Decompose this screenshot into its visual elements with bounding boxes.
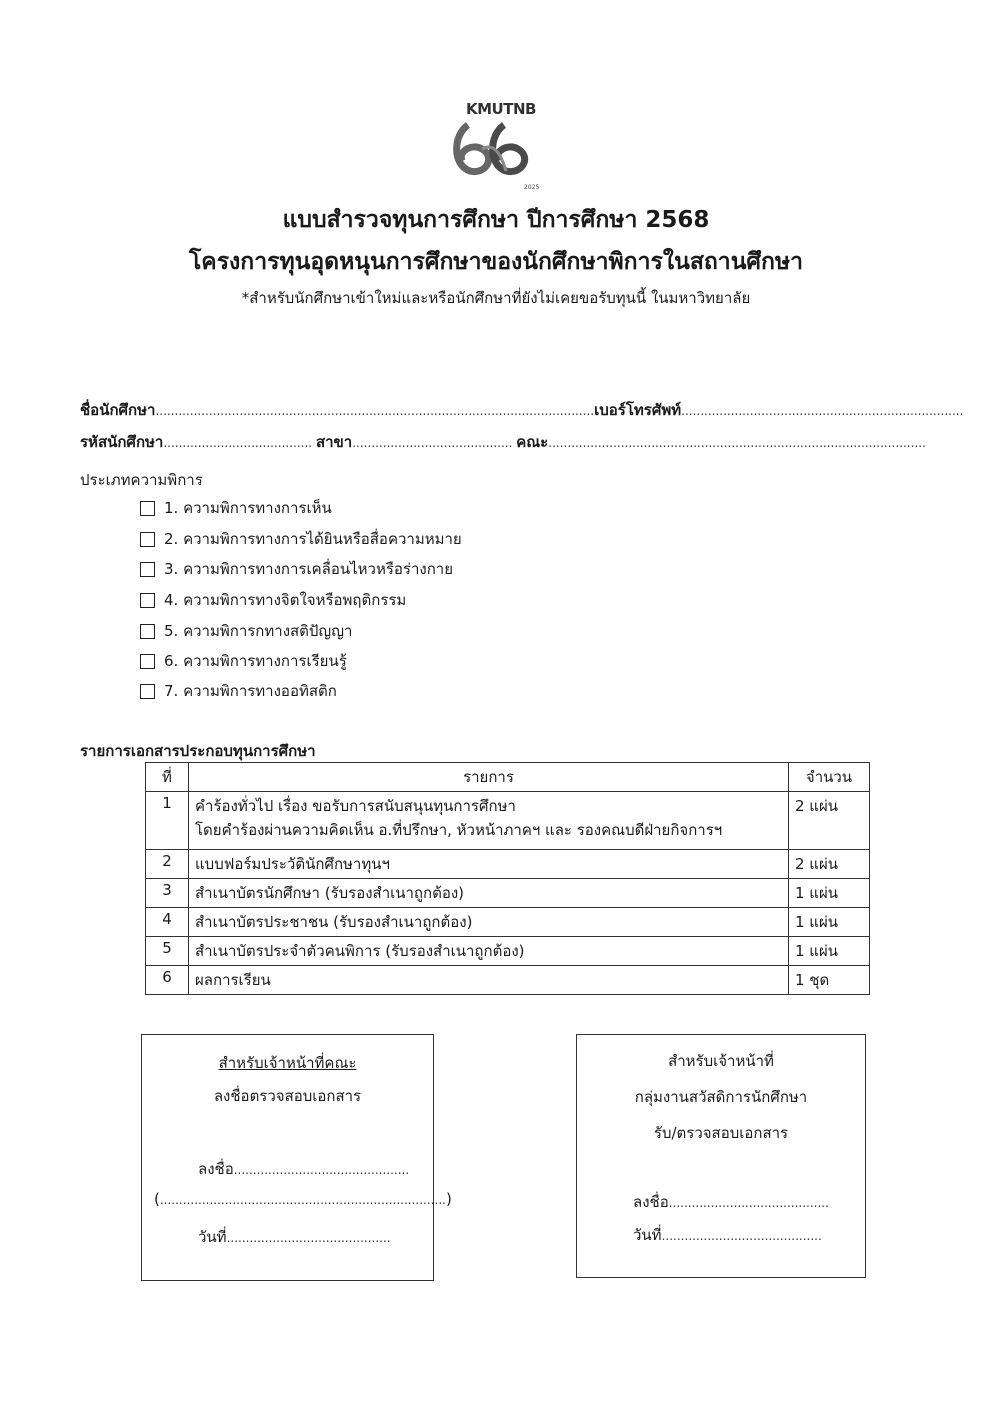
eligibility-note: *สำหรับนักศึกษาเข้าใหม่และหรือนักศึกษาที่ยังไม่เคยขอรับทุนนี้ ในมหาวิทยาลัย xyxy=(241,289,751,307)
disability-option[interactable] xyxy=(140,679,337,703)
row-item: แบบฟอร์มประวัตินักศึกษาทุนฯ xyxy=(189,850,789,879)
faculty-date-line xyxy=(198,1225,391,1249)
checkbox[interactable] xyxy=(140,501,155,516)
disability-option-label: 3. ความพิการทางการเคลื่อนไหวหรือร่างกาย xyxy=(164,560,454,578)
column-header-no: ที่ xyxy=(146,763,189,792)
faculty-staff-box xyxy=(141,1034,452,1281)
phone-field[interactable]: .......................................................................... xyxy=(681,404,964,418)
checkbox[interactable] xyxy=(140,654,155,669)
disability-option[interactable] xyxy=(140,527,462,551)
column-header-qty: จำนวน xyxy=(789,763,870,792)
welfare-sign-label: ลงชื่อ xyxy=(633,1193,669,1211)
row-qty: 1 ชุด xyxy=(789,966,870,995)
row-no: 2 xyxy=(146,850,189,879)
row-qty: 1 แผ่น xyxy=(789,937,870,966)
row-item: สำเนาบัตรนักศึกษา (รับรองสำเนาถูกต้อง) xyxy=(189,879,789,908)
table-row xyxy=(146,850,870,879)
faculty-field[interactable]: ................................................................................................... xyxy=(548,436,926,450)
major-field[interactable]: .......................................... xyxy=(352,436,517,450)
row-item-line2: โดยคำร้องผ่านความคิดเห็น อ.ที่ปรึกษา, หัวหน้าภาคฯ และ รองคณบดีฝ่ายกิจการฯ xyxy=(195,821,723,839)
checkbox[interactable] xyxy=(140,532,155,547)
faculty-date-field[interactable]: ........................................... xyxy=(226,1231,391,1245)
row-qty: 2 แผ่น xyxy=(789,850,870,879)
faculty-box-title: สำหรับเจ้าหน้าที่คณะ xyxy=(218,1054,357,1072)
checkbox[interactable] xyxy=(140,593,155,608)
field-row-name-phone xyxy=(80,398,963,422)
disability-option[interactable] xyxy=(140,557,453,581)
disability-option[interactable] xyxy=(140,496,332,520)
faculty-name-line[interactable]: (...........................................................................) xyxy=(154,1190,452,1208)
disability-option[interactable] xyxy=(140,588,406,612)
welfare-box-line3: รับ/ตรวจสอบเอกสาร xyxy=(653,1124,789,1142)
checkbox[interactable] xyxy=(140,684,155,699)
disability-heading: ประเภทความพิการ xyxy=(80,471,203,489)
welfare-box-line2: กลุ่มงานสวัสดิการนักศึกษา xyxy=(634,1088,808,1106)
row-no: 6 xyxy=(146,966,189,995)
table-header-row xyxy=(146,763,870,792)
welfare-box-title: สำหรับเจ้าหน้าที่ xyxy=(668,1052,774,1070)
documents-heading: รายการเอกสารประกอบทุนการศึกษา xyxy=(80,742,316,760)
welfare-staff-box xyxy=(576,1034,866,1278)
row-qty: 1 แผ่น xyxy=(789,879,870,908)
table-row xyxy=(146,966,870,995)
student-name-field[interactable]: ................................................................................................................... xyxy=(155,404,595,418)
welfare-date-label: วันที่ xyxy=(633,1226,662,1244)
row-item-line1: คำร้องทั่วไป เรื่อง ขอรับการสนับสนุนทุนการศึกษา xyxy=(195,797,516,815)
student-id-label: รหัสนักศึกษา xyxy=(80,433,164,451)
disability-option-label: 1. ความพิการทางการเห็น xyxy=(164,499,332,517)
faculty-label: คณะ xyxy=(516,433,549,451)
row-no: 3 xyxy=(146,879,189,908)
row-item: ผลการเรียน xyxy=(189,966,789,995)
faculty-box-subtitle: ลงชื่อตรวจสอบเอกสาร xyxy=(213,1087,362,1105)
disability-option-label: 4. ความพิการทางจิตใจหรือพฤติกรรม xyxy=(164,591,407,609)
major-label: สาขา xyxy=(315,433,353,451)
row-item: สำเนาบัตรประชาชน (รับรองสำเนาถูกต้อง) xyxy=(189,908,789,937)
faculty-date-label: วันที่ xyxy=(198,1228,227,1246)
table-row xyxy=(146,937,870,966)
page-title: แบบสำรวจทุนการศึกษา ปีการศึกษา 2568 xyxy=(282,207,710,233)
disability-option-label: 6. ความพิการทางการเรียนรู้ xyxy=(164,652,347,670)
checkbox[interactable] xyxy=(140,624,155,639)
table-row xyxy=(146,879,870,908)
logo-brand-text: KMUTNB xyxy=(466,100,536,118)
row-qty: 2 แผ่น xyxy=(789,792,870,850)
table-row xyxy=(146,908,870,937)
welfare-date-field[interactable]: .......................................... xyxy=(661,1229,822,1243)
disability-option-label: 2. ความพิการทางการได้ยินหรือสื่อความหมาย xyxy=(164,530,462,548)
table-row xyxy=(146,792,870,850)
column-header-item: รายการ xyxy=(189,763,789,792)
welfare-date-line xyxy=(633,1223,822,1247)
checkbox[interactable] xyxy=(140,562,155,577)
row-no: 4 xyxy=(146,908,189,937)
disability-option-label: 7. ความพิการทางออทิสติก xyxy=(164,682,337,700)
welfare-sign-field[interactable]: .......................................... xyxy=(668,1196,829,1210)
faculty-sign-label: ลงชื่อ xyxy=(198,1160,234,1178)
student-id-field[interactable]: ....................................... xyxy=(163,436,316,450)
row-item: สำเนาบัตรประจำตัวคนพิการ (รับรองสำเนาถูกต้อง) xyxy=(189,937,789,966)
documents-table xyxy=(145,762,870,995)
welfare-sign-line xyxy=(633,1190,829,1214)
disability-option[interactable] xyxy=(140,619,352,643)
disability-option[interactable] xyxy=(140,649,347,673)
faculty-sign-line xyxy=(198,1157,409,1181)
row-item xyxy=(189,792,789,850)
student-name-label: ชื่อนักศึกษา xyxy=(80,401,156,419)
row-no: 1 xyxy=(146,792,189,850)
field-row-id-major-faculty xyxy=(80,430,926,454)
logo-year-text: 2025 xyxy=(524,184,540,191)
program-title: โครงการทุนอุดหนุนการศึกษาของนักศึกษาพิการในสถานศึกษา xyxy=(188,249,804,275)
row-no: 5 xyxy=(146,937,189,966)
faculty-sign-field[interactable]: .............................................. xyxy=(233,1163,410,1177)
phone-label: เบอร์โทรศัพท์ xyxy=(594,401,682,419)
row-qty: 1 แผ่น xyxy=(789,908,870,937)
disability-option-label: 5. ความพิการกทางสติปัญญา xyxy=(164,622,353,640)
